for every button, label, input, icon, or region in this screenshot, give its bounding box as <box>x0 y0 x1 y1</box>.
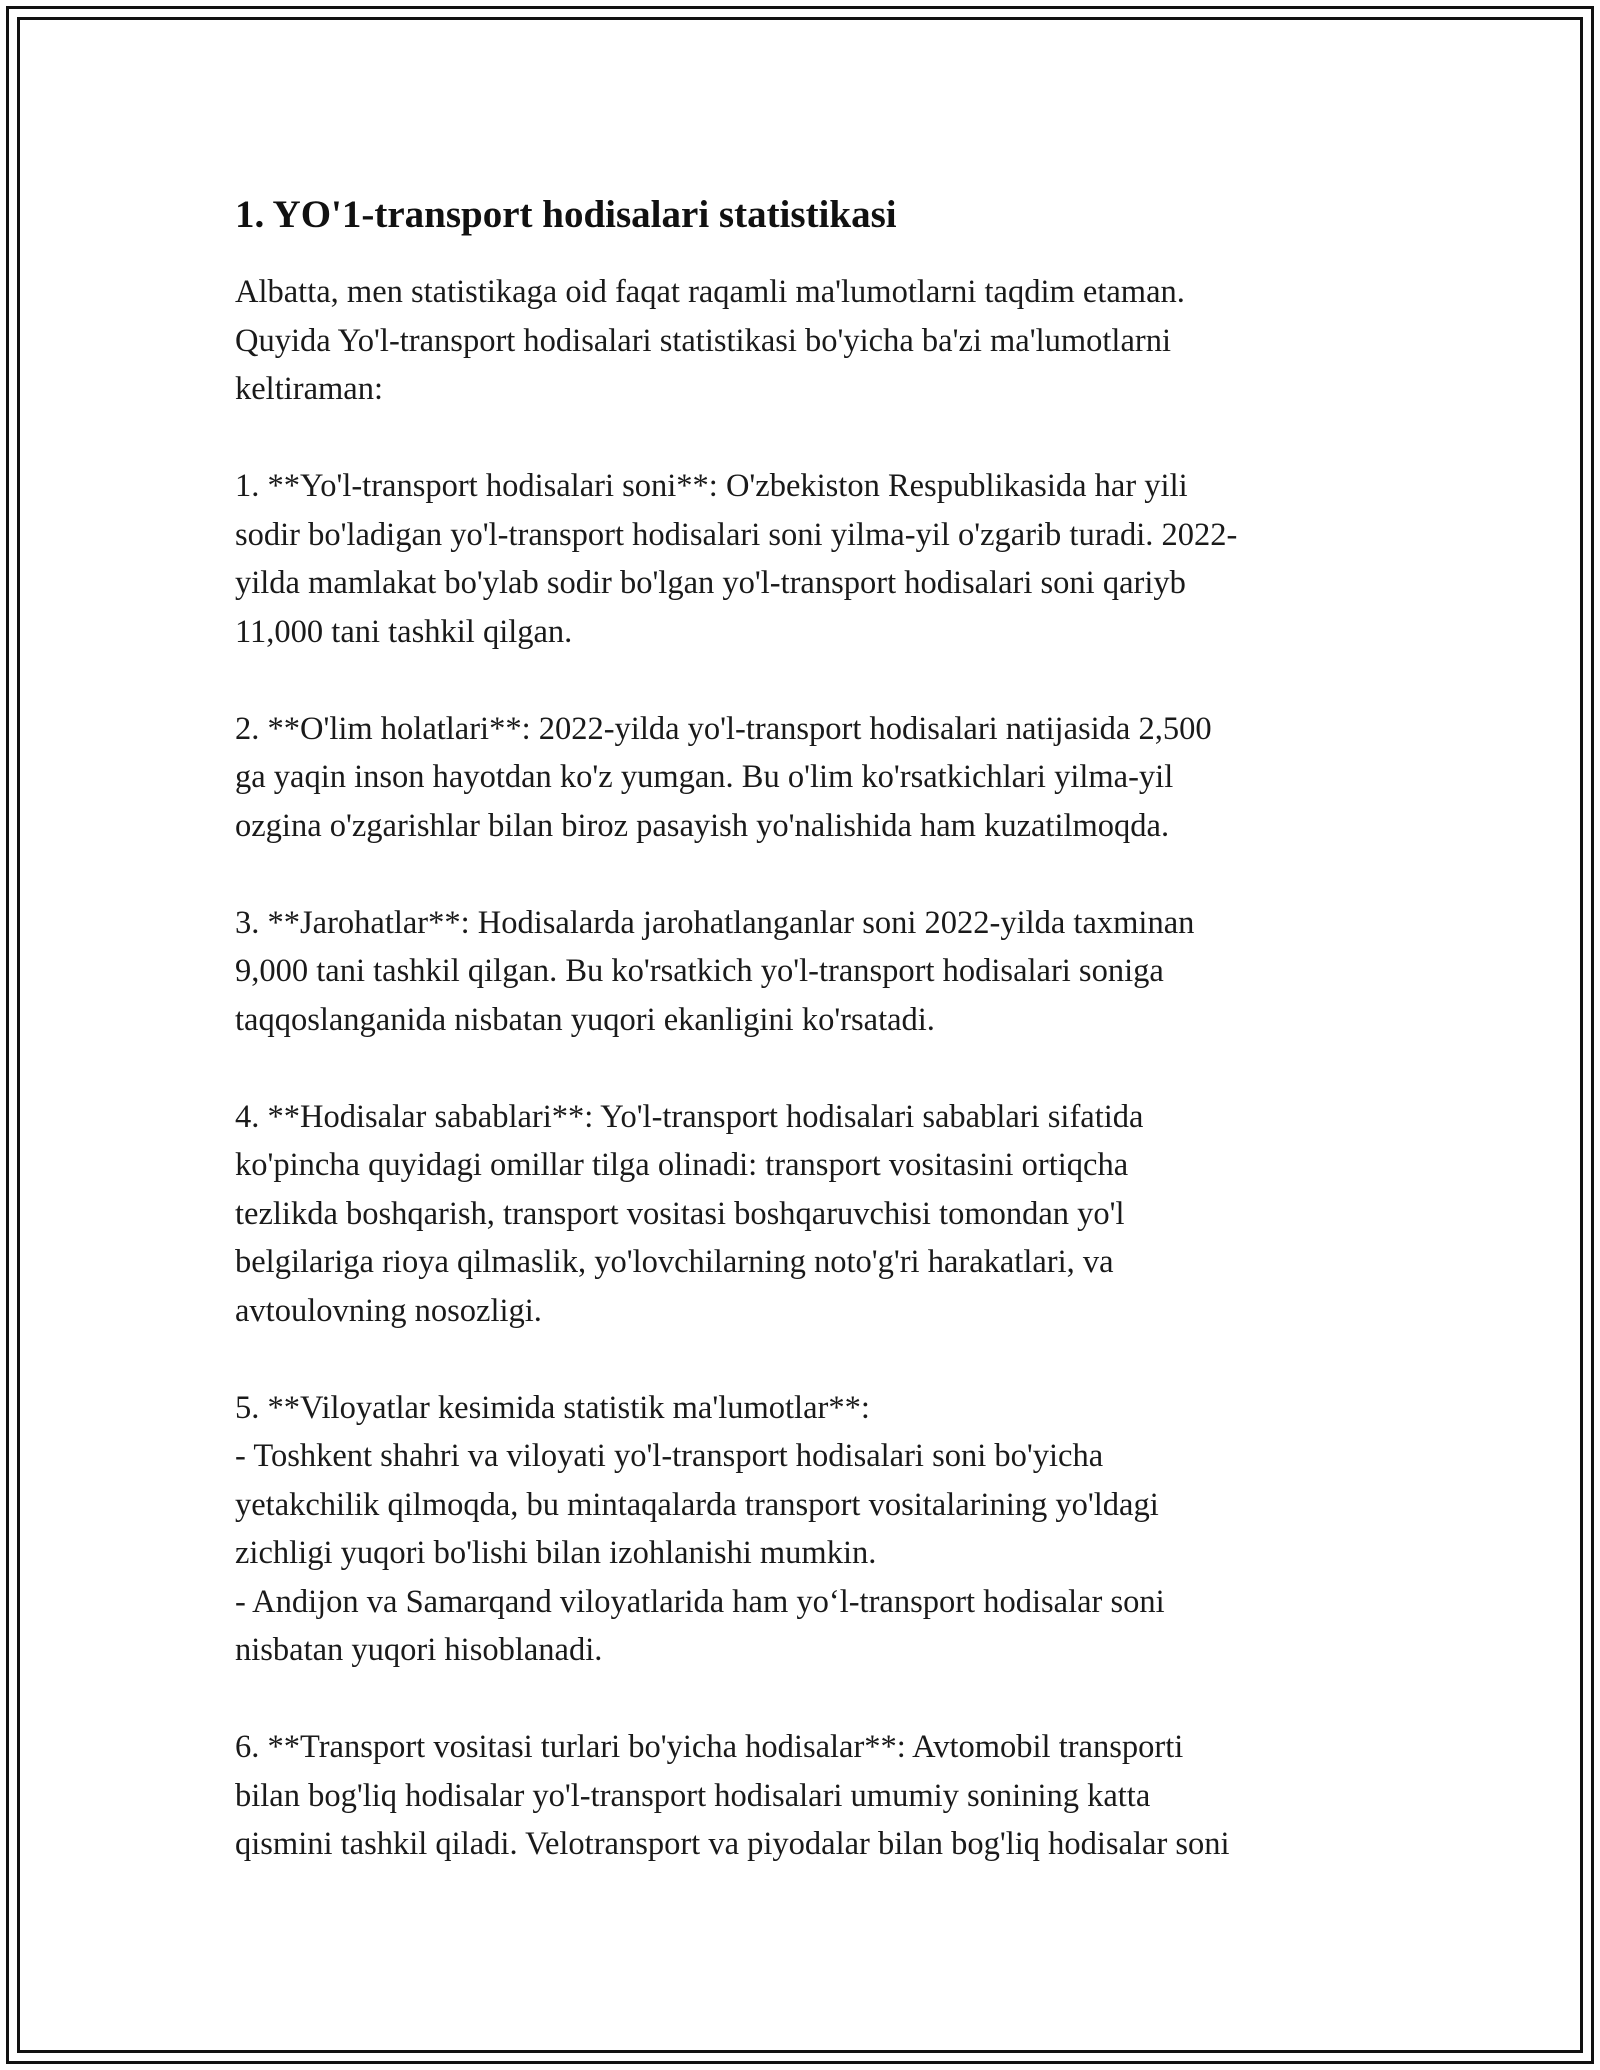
paragraph-gap <box>235 850 1395 899</box>
paragraph-gap <box>235 656 1395 705</box>
list-item-3: 3. **Jarohatlar**: Hodisalarda jarohatlanganlar soni 2022-yilda taxminan 9,000 tani tashkil qilgan. Bu ko'rsatkich yo'l-transport hodisalari soniga taqqoslanganida nisbatan yuqori ekanligini ko'rsatadi. <box>235 904 1195 1038</box>
list-item-4: 4. **Hodisalar sabablari**: Yo'l-transport hodisalari sabablari sifatida ko'pincha quyidagi omillar tilga olinadi: transport vositasini ortiqcha tezlikda boshqarish, transport vositasi boshqaruvchisi tomondan yo'l belgilariga rioya qilmaslik, yo'lovchilarning noto'g'ri harakatlari, va avtoulovning nosozligi. <box>235 1098 1144 1329</box>
list-item-6: 6. **Transport vositasi turlari bo'yicha hodisalar**: Avtomobil transporti bilan bog'liq hodisalar yo'l-transport hodisalari umumiy sonining katta qismini tashkil qiladi. Velotransport va piyodalar bilan bog'liq hodisalar soni <box>235 1729 1230 1862</box>
paragraph-gap <box>235 1675 1395 1724</box>
paragraph-gap <box>235 414 1395 463</box>
document-title: 1. YO'1-transport hodisalari statistikasi <box>235 193 897 236</box>
paragraph-gap <box>235 1335 1395 1384</box>
intro-paragraph: Albatta, men statistikaga oid faqat raqamli ma'lumotlarni taqdim etaman. Quyida Yo'l-transport hodisalari statistikasi bo'yicha ba'zi ma'lumotlarni keltiraman: <box>235 274 1185 407</box>
paragraph-gap <box>235 1044 1395 1093</box>
list-item-1: 1. **Yo'l-transport hodisalari soni**: O'zbekiston Respublikasida har yili sodir bo'ladigan yo'l-transport hodisalari soni yilma-yil o'zgarib turadi. 2022- yilda mamlakat bo'ylab sodir bo'lgan yo'l-transport hodisalari soni qariyb 11,000 tani tashkil qilgan. <box>235 468 1238 650</box>
list-item-5: 5. **Viloyatlar kesimida statistik ma'lumotlar**: - Toshkent shahri va viloyati yo'l-transport hodisalari soni bo'yicha yetakchilik qilmoqda, bu mintaqalarda transport vositalarining yo'ldagi zichligi yuqori bo'lishi bilan izohlanishi mumkin. - Andijon va Samarqand viloyatlarida ham yo‘l-transport hodisalar soni nisbatan yuqori hisoblanadi. <box>235 1389 1165 1668</box>
document-body <box>235 190 1395 1869</box>
list-item-2: 2. **O'lim holatlari**: 2022-yilda yo'l-transport hodisalari natijasida 2,500 ga yaqin inson hayotdan ko'z yumgan. Bu o'lim ko'rsatkichlari yilma-yil ozgina o'zgarishlar bilan biroz pasayish yo'nalishida ham kuzatilmoqda. <box>235 710 1212 844</box>
